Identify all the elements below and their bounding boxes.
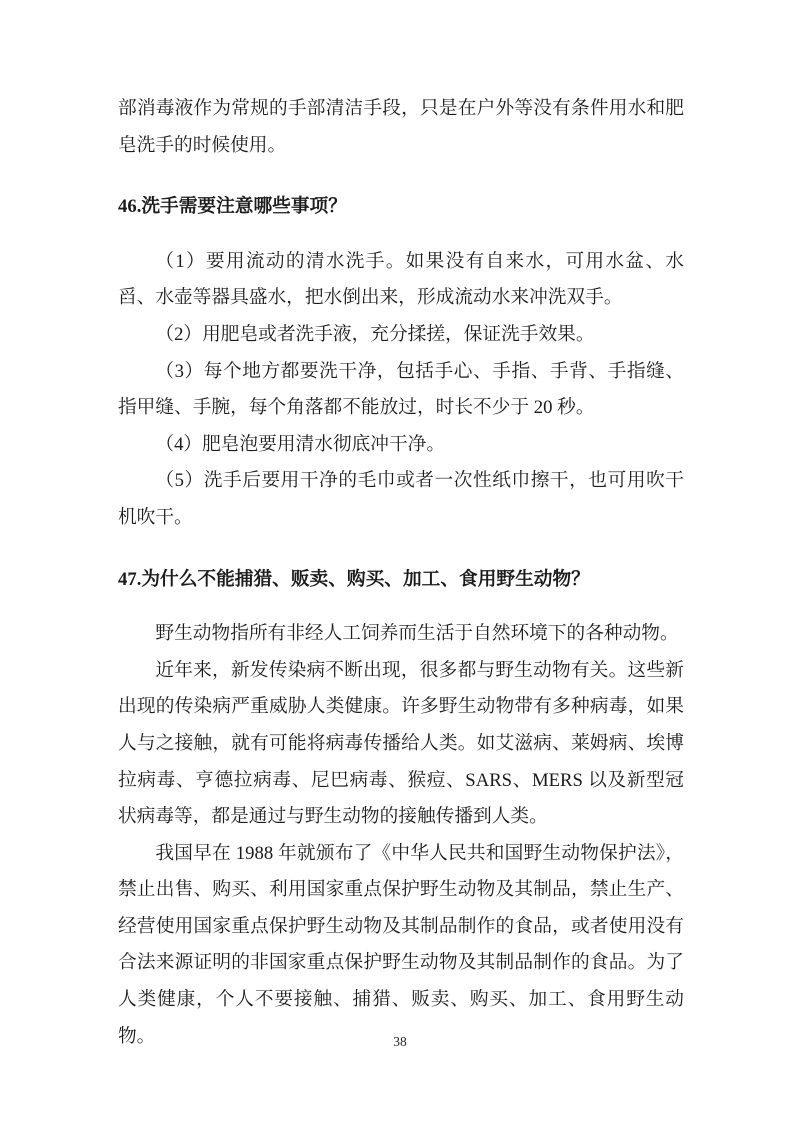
section-heading-46: 46.洗手需要注意哪些事项？ xyxy=(118,196,347,218)
paragraph-47-3: 我国早在 1988 年就颁布了《中华人民共和国野生动物保护法》，禁止出售、购买、利用国家重点保护野生动物及其制品，禁止生产、经营使用国家重点保护野生动物及其制品制作的食品，或者使用没有合法来源证明的非国家重点保护野生动物及其制品制作的食品。为了人类健康，个人不要接触、捕猎、贩卖、购买、加工、食用野生动物。 xyxy=(118,842,684,1047)
paragraph-46-item-2: （2）用肥皂或者洗手液，充分揉搓，保证洗手效果。 xyxy=(155,323,595,345)
page-content xyxy=(118,91,684,1055)
paragraph-46-item-4: （4）肥皂泡要用清水彻底冲干净。 xyxy=(155,433,446,455)
paragraph-46-item-1: （1）要用流动的清水洗手。如果没有自来水，可用水盆、水舀、水壶等器具盛水，把水倒出来，形成流动水来冲洗双手。 xyxy=(118,250,684,309)
page-number: 38 xyxy=(393,1034,407,1049)
leading-paragraph: 部消毒液作为常规的手部清洁手段，只是在户外等没有条件用水和肥皂洗手的时候使用。 xyxy=(118,98,684,156)
paragraph-46-item-3: （3）每个地方都要洗干净，包括手心、手指、手背、手指缝、指甲缝、手腕，每个角落都不能放过，时长不少于 20 秒。 xyxy=(118,360,684,419)
paragraph-46-item-5: （5）洗手后要用干净的毛巾或者一次性纸巾擦干，也可用吹干机吹干。 xyxy=(118,470,684,528)
paragraph-47-1: 野生动物指所有非经人工饲养而生活于自然环境下的各种动物。 xyxy=(155,623,679,645)
section-heading-47: 47.为什么不能捕猎、贩卖、购买、加工、食用野生动物？ xyxy=(118,568,590,590)
paragraph-47-2: 近年来，新发传染病不断出现，很多都与野生动物有关。这些新出现的传染病严重威胁人类健康。许多野生动物带有多种病毒，如果人与之接触，就有可能将病毒传播给人类。如艾滋病、莱姆病、埃博拉病毒、亨德拉病毒、尼巴病毒、猴痘、SARS、MERS 以及新型冠状病毒等，都是通过与野生动物的接触传播到人类。 xyxy=(118,659,684,828)
